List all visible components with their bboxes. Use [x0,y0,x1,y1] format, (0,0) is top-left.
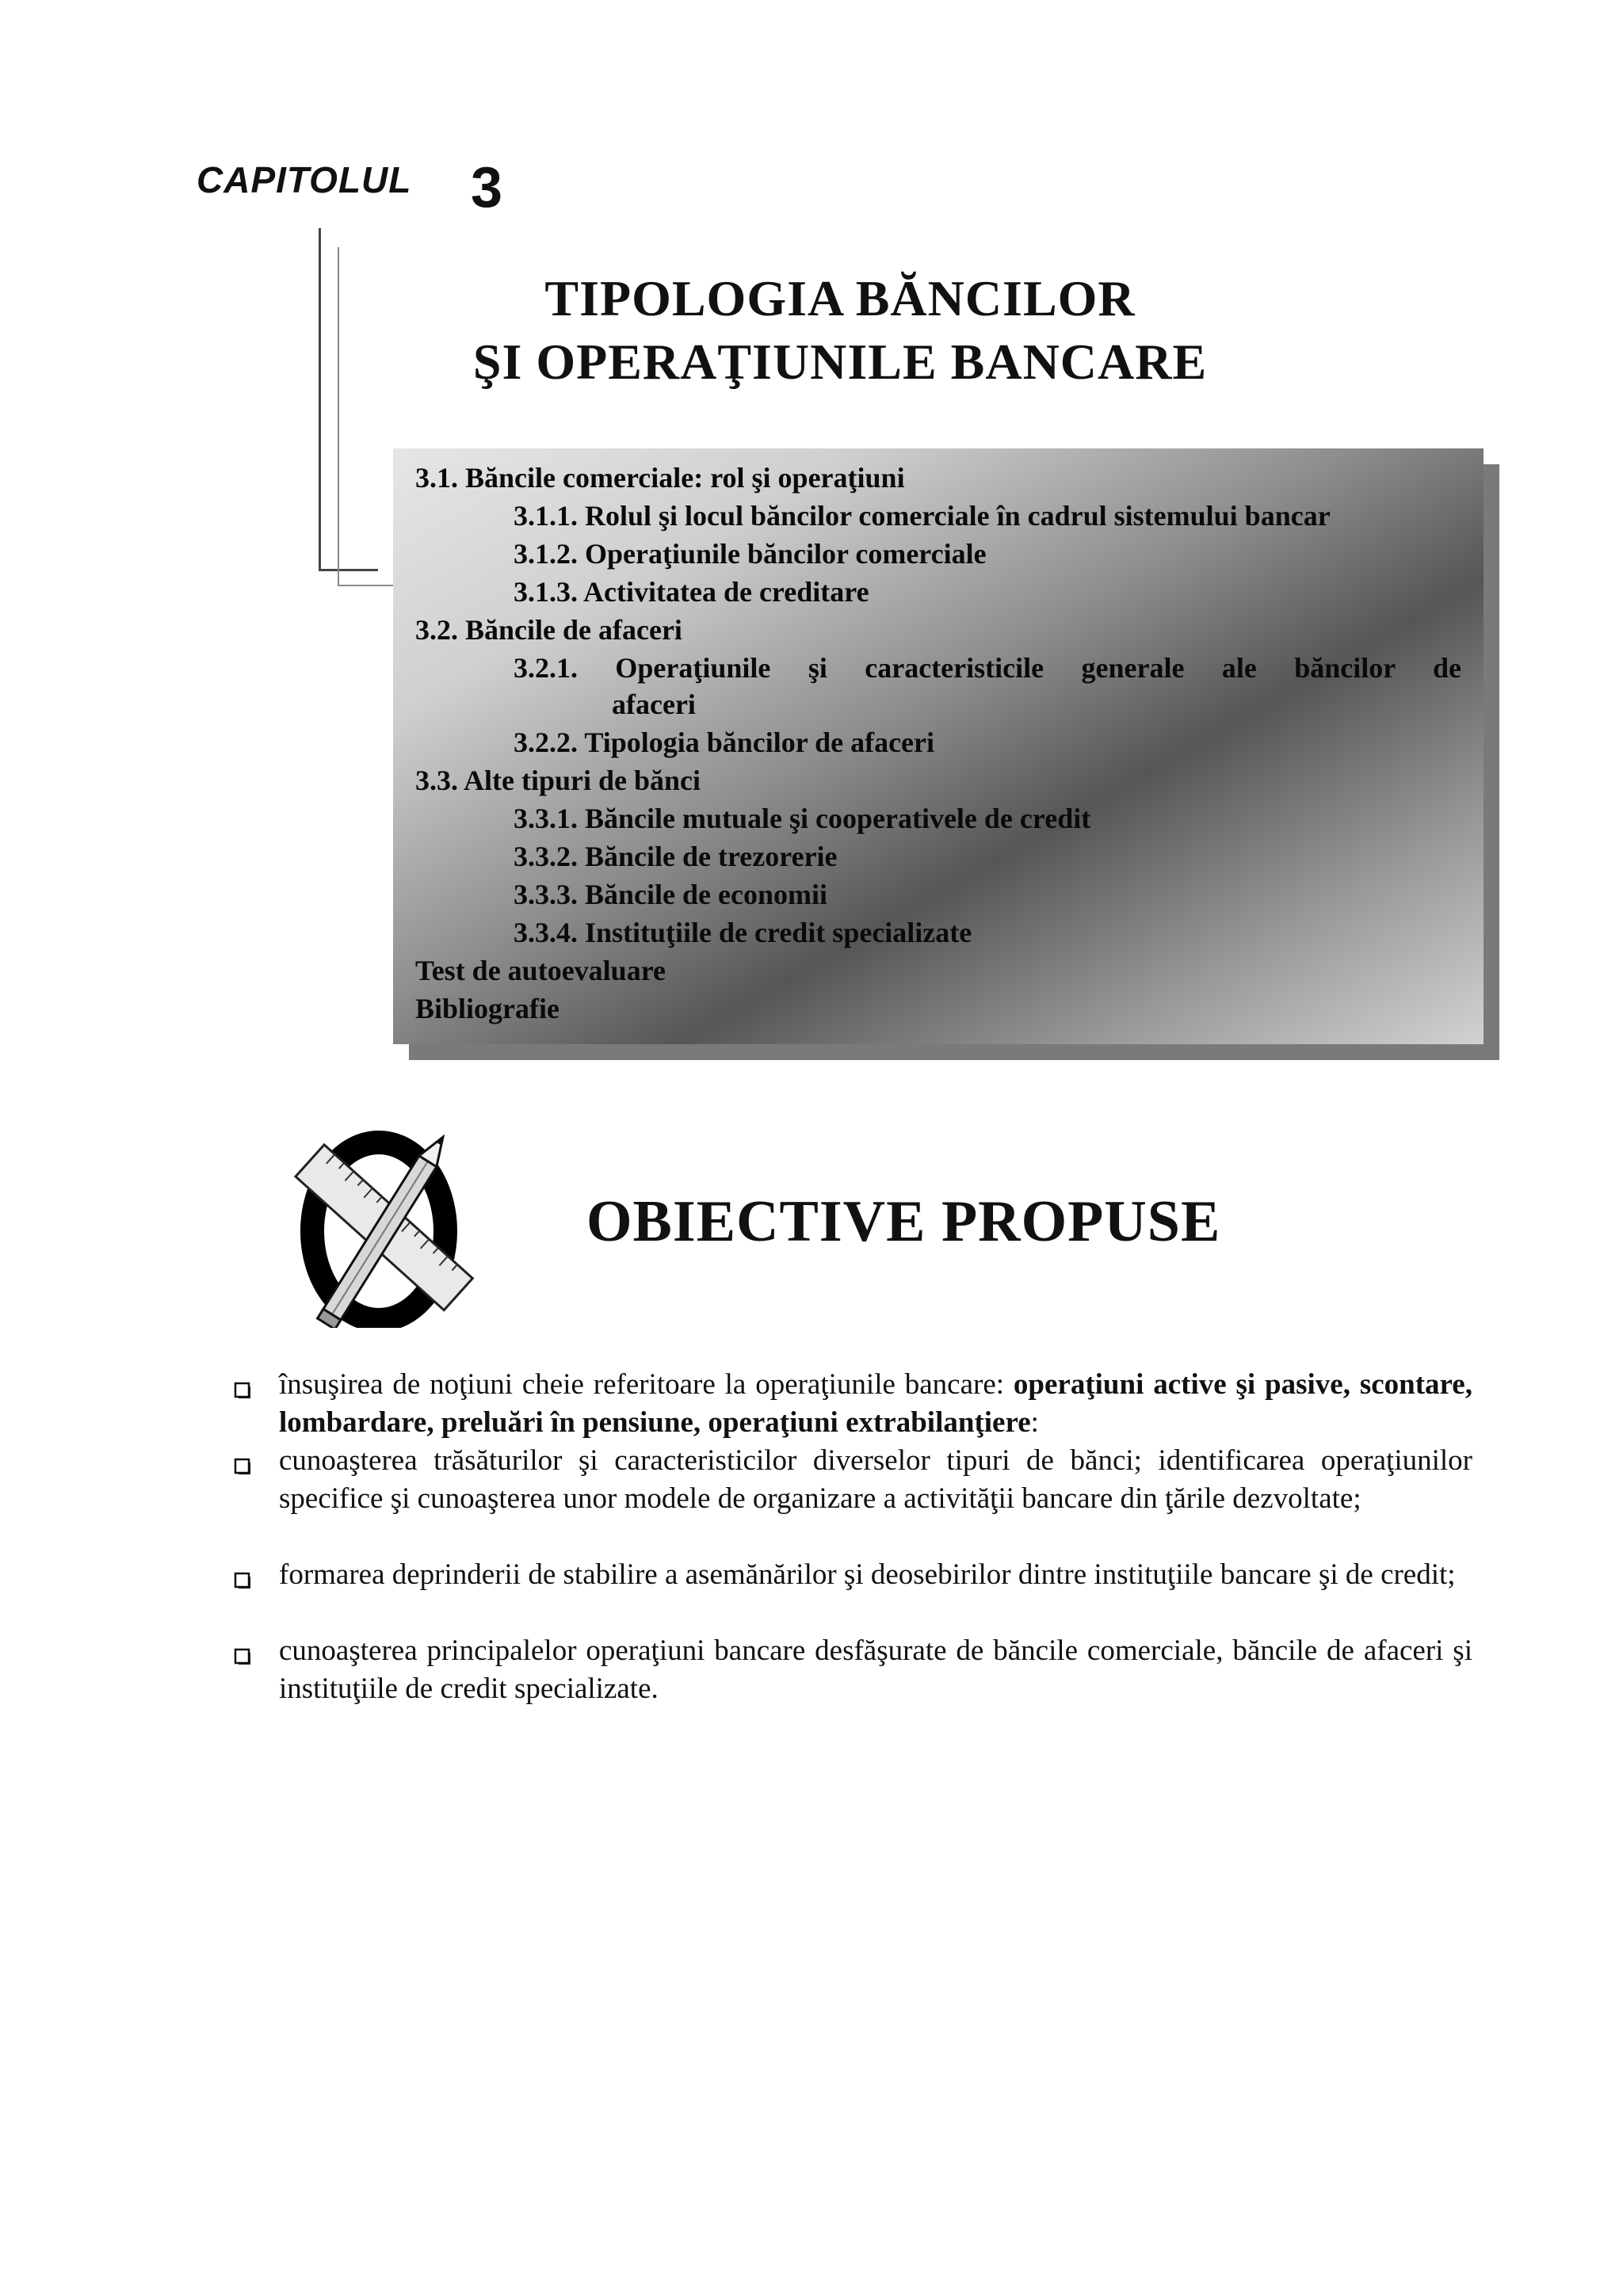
checkbox-bullet-icon [233,1571,252,1590]
objective-item-4: cunoaşterea principalelor operaţiuni bancare desfăşurate de băncile comerciale, băncile de afaceri şi instituţiile de credit specializate. [279,1634,1472,1705]
toc-item-3-2: 3.2. Băncile de afaceri [415,614,682,646]
toc-item-3-2-2: 3.2.2. Tipologia băncilor de afaceri [514,727,935,758]
toc-item-3-2-1-continuation: afaceri [612,688,696,720]
objective-item-1 [279,1366,1472,1442]
checkbox-bullet-icon [233,1647,252,1666]
toc-item-3-1: 3.1. Băncile comerciale: rol şi operaţiuni [415,462,905,494]
toc-item-bibliografie: Bibliografie [415,993,559,1024]
toc-item-test: Test de autoevaluare [415,955,666,986]
objective-item-1-bold-terms: operaţiuni active şi pasive, scontare, lombardare, preluări în pensiune, operaţiuni extrabilanţiere [279,1368,1472,1439]
checkbox-bullet-icon [233,1381,252,1400]
chapter-title-line-2: ŞI OPERAŢIUNILE BANCARE [472,334,1208,390]
toc-item-3-2-1: 3.2.1. Operaţiunile şi caracteristicile generale ale băncilor de [514,652,1461,684]
checkbox-bullet-icon [233,1457,252,1476]
toc-item-3-3-2: 3.3.2. Băncile de trezorerie [514,841,838,872]
objective-item-2: cunoaşterea trăsăturilor şi caracteristicilor diverselor tipuri de bănci; identificarea operaţiunilor specifice şi cunoaşterea unor modele de organizare a activităţii bancare din ţările dezvoltate; [279,1444,1472,1515]
objective-item-1-text: însuşirea de noţiuni cheie referitoare la operaţiunile bancare: [279,1368,1014,1401]
objectives-o-ruler-pencil-icon [290,1117,480,1328]
chapter-label: CAPITOLUL [197,159,412,200]
toc-item-3-1-1: 3.1.1. Rolul şi locul băncilor comerciale în cadrul sistemului bancar [514,500,1331,532]
toc-item-3-3-1: 3.3.1. Băncile mutuale şi cooperativele de credit [514,803,1091,834]
chapter-title-line-1: TIPOLOGIA BĂNCILOR [544,270,1136,326]
toc-item-3-3-4: 3.3.4. Instituţiile de credit specializate [514,917,972,948]
objective-item-1-end: : [1030,1406,1039,1439]
toc-item-3-1-3: 3.1.3. Activitatea de creditare [514,576,869,608]
chapter-number: 3 [471,156,503,219]
objective-item-3: formarea deprinderii de stabilire a asemănărilor şi deosebirilor dintre instituţiile bancare şi de credit; [279,1558,1456,1591]
objectives-heading: OBIECTIVE PROPUSE [586,1189,1221,1254]
toc-item-3-3-3: 3.3.3. Băncile de economii [514,879,827,910]
toc-item-3-1-2: 3.1.2. Operaţiunile băncilor comerciale [514,538,987,570]
toc-item-3-3: 3.3. Alte tipuri de bănci [415,765,701,796]
